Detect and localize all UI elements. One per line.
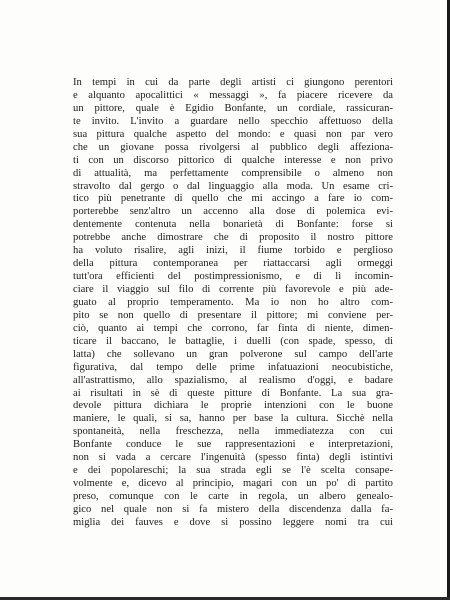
text-line: dentemente contenuta nella bonarietà di Bonfante: forse si [73,219,393,231]
text-line: porterebbe senz'altro un accenno alla dose di polemica evi- [73,206,393,218]
text-line: latta) che sollevano un gran polverone sul campo dell'arte [73,348,393,360]
text-line: gico nel quale non si fa mistero della discendenza dalla fa- [73,503,393,515]
text-line: della pittura contemporanea per riattaccarsi agli ormeggi [73,258,393,270]
text-line: ha voluto risalire, agli inizi, il fiume torbido e perglioso [73,245,393,257]
text-line: maniere, le quali, si sa, hanno per base la cultura. Sicchè nella [73,413,393,425]
text-line: figurativa, dal tempo delle prime infatuazioni neocubistiche, [73,361,393,373]
text-line: ciò, quanto ai tempi che corrono, far finta di niente, dimen- [73,322,393,334]
body-paragraph [73,77,393,530]
text-line: volmente e, dicevo al principio, magari con un po' di partito [73,478,393,490]
text-line: tico più penetrante di quello che mi accingo a fare io com- [73,193,393,205]
text-line: non si vada a cercare l'ingenuità (spesso finta) degli istintivi [73,452,393,464]
text-line: pito se non quello di presentare il pittore; mi conviene per- [73,309,393,321]
text-line: ti con un discorso pittorico di qualche interesse e non privo [73,154,393,166]
text-line: stravolto dal gergo o dal linguaggio alla moda. Un esame cri- [73,180,393,192]
text-line: tutt'ora efficienti del postimpressionismo, e di lì incomin- [73,271,393,283]
text-line: ticare il baccano, le battaglie, i duelli (con spade, spesso, di [73,335,393,347]
text-line: miglia dei fauves e dove si possino leggere nomi tra cui [73,516,393,528]
text-line: ciare il viaggio sul filo di corrente più favorevole e più ade- [73,284,393,295]
text-line: Bonfante conduce le sue rappresentazioni e interpretazioni, [73,439,393,451]
text-line: devole pittura dichiara le proprie intenzioni con le buone [73,400,393,412]
text-line: preso, comunque con le carte in regola, un albero genealo- [73,491,393,502]
text-line: guato al proprio temperamento. Ma io non ho altro com- [73,296,393,308]
text-line: e alquanto apocalittici « messaggi », fa piacere ricevere da [73,89,393,101]
text-line: spontaneità, nella freschezza, nella immediatezza con cui [73,426,393,438]
text-line: potrebbe anche dimostrare che di proposito il nostro pittore [73,232,393,244]
text-line: che un giovane possa rivolgersi al pubblico degli affeziona- [73,141,393,153]
text-line: In tempi in cui da parte degli artisti ci giungono perentori [73,77,393,88]
text-line: all'astrattismo, allo spazialismo, al realismo d'oggi, e badare [73,374,393,386]
text-line: te invito. L'invito a guardare nello specchio affettuoso della [73,115,393,127]
text-line: sua pittura qualche aspetto del mondo: e quasi non par vero [73,128,393,140]
text-line: un pittore, quale è Egidio Bonfante, un cordiale, rassicuran- [73,102,393,114]
text-line: ai risultati in sè di queste pitture di Bonfante. La sua gra- [73,387,393,399]
text-line: e dei popolareschi; la sua strada egli se l'è scelta consape- [73,465,393,477]
text-line: di attualità, ma perfettamente comprensibile o almeno non [73,167,393,179]
